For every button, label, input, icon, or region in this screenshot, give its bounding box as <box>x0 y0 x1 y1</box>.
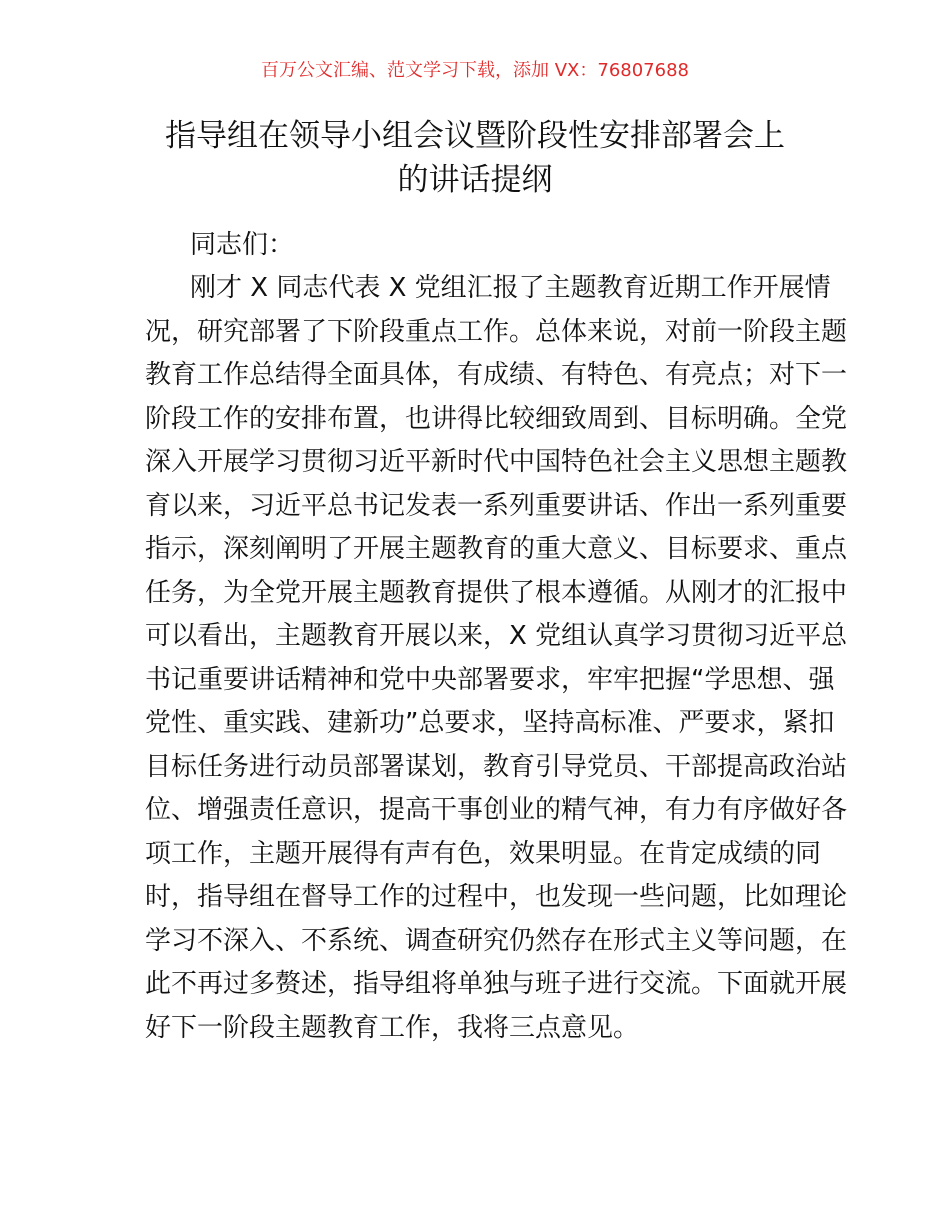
paragraph-line: 育以来，习近平总书记发表一系列重要讲话、作出一系列重要 <box>145 490 848 521</box>
paragraph-line: 任务，为全党开展主题教育提供了根本遵循。从刚才的汇报中 <box>145 577 848 608</box>
greeting: 同志们： <box>190 230 295 260</box>
paragraph-line: 可以看出，主题教育开展以来，X 党组认真学习贯彻习近平总 <box>145 621 848 651</box>
paragraph-line: 此不再过多赘述，指导组将单独与班子进行交流。下面就开展 <box>145 969 848 999</box>
paragraph-line: 位、增强责任意识，提高干事创业的精气神，有力有序做好各 <box>145 795 848 825</box>
paragraph-line: 教育工作总结得全面具体，有成绩、有特色、有亮点；对下一 <box>145 360 848 390</box>
paragraph-line: 阶段工作的安排布置，也讲得比较细致周到、目标明确。全党 <box>145 403 848 434</box>
paragraph-line: 况，研究部署了下阶段重点工作。总体来说，对前一阶段主题 <box>145 316 848 347</box>
paragraph-line: 党性、重实践、建新功”总要求，坚持高标准、严要求，紧扣 <box>145 708 835 738</box>
paragraph-line: 书记重要讲话精神和党中央部署要求，牢牢把握“学思想、强 <box>145 664 835 695</box>
paragraph-line: 刚才 X 同志代表 X 党组汇报了主题教育近期工作开展情 <box>190 273 831 303</box>
document-title-line-2: 的讲话提纲 <box>397 162 553 198</box>
paragraph-line: 指示，深刻阐明了开展主题教育的重大意义、目标要求、重点 <box>145 534 848 564</box>
paragraph-line: 学习不深入、不系统、调查研究仍然存在形式主义等问题，在 <box>145 925 848 956</box>
paragraph-line: 好下一阶段主题教育工作，我将三点意见。 <box>145 1012 640 1043</box>
paragraph-line: 深入开展学习贯彻习近平新时代中国特色社会主义思想主题教 <box>145 447 848 477</box>
paragraph-line: 项工作，主题开展得有声有色，效果明显。在肯定成绩的同 <box>145 838 822 869</box>
watermark-header: 百万公文汇编、范文学习下载，添加 VX：76807688 <box>261 60 689 81</box>
paragraph-line: 时，指导组在督导工作的过程中，也发现一些问题，比如理论 <box>145 882 848 912</box>
body-paragraph <box>145 267 848 1050</box>
paragraph-line: 目标任务进行动员部署谋划，教育引导党员、干部提高政治站 <box>145 751 848 782</box>
document-title-line-1: 指导组在领导小组会议暨阶段性安排部署会上 <box>165 118 785 154</box>
